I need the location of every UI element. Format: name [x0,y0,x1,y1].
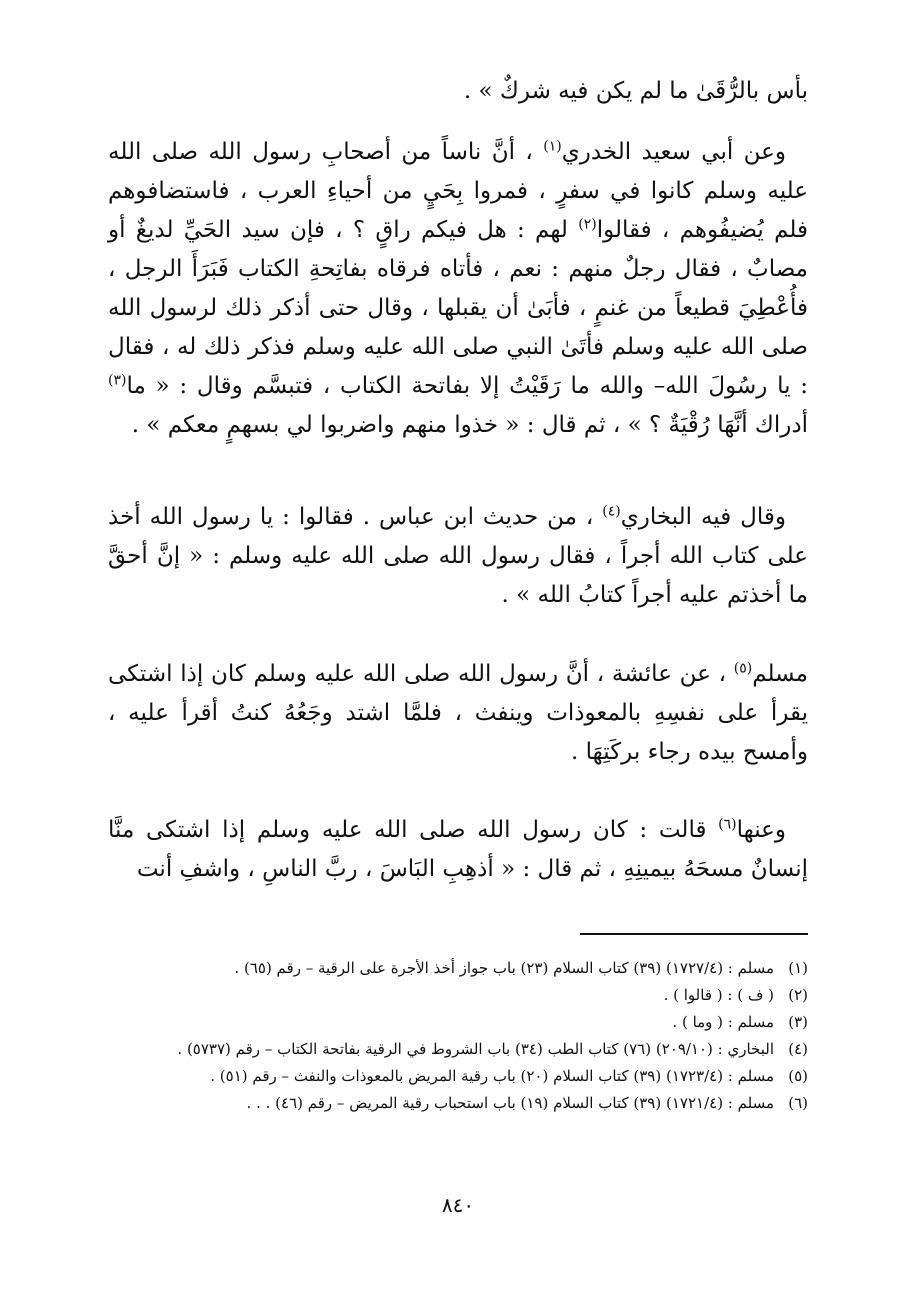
footnote-text: مسلم : (١٧٢١/٤) (٣٩) كتاب السلام (١٩) باب استحباب رقية المريض – رقم (٤٦) . . . [246,1094,774,1112]
footnote-item [108,955,808,982]
paragraph-text: ، أنَّ ناساً من أصحابِ رسول الله صلى الله عليه وسلم كانوا في سفرٍ ، فمروا بِحَيٍ من أحياءِ العرب ، فاستضافوهم فلم يُضيفُوهم ، فقالوا [108,139,808,243]
paragraph-intro: وقال فيه البخاري [620,504,787,530]
footnote-text: مسلم : (١٧٢٧/٤) (٣٩) كتاب السلام (٢٣) باب جواز أخذ الأجرة على الرقية – رقم (٦٥) . [234,959,774,977]
footnote-ref-2[interactable]: (٢) [578,216,597,233]
paragraph-text: أدراك أنَّهَا رُقْيَةٌ ؟ » ، ثم قال : « خذوا منهم واضربوا لي بسهمٍ معكم » . [131,412,808,438]
paragraph-intro: مسلم [752,661,808,687]
footnote-number: (٥) [788,1067,808,1085]
paragraph-text: ، عن عائشة ، أنَّ رسول الله صلى الله عليه وسلم كان إذا اشتكى يقرأ على نفسِهِ بالمعوذات وينفث ، فلمَّا اشتد وجَعُهُ كنتُ أقرأ عليه ، وأمسح بيده رجاء بركَتِهَا . [108,661,808,765]
footnote-number: (٦) [788,1094,808,1112]
paragraph-abu-said [108,133,808,445]
footnotes-section [108,955,808,1117]
footnote-ref-6[interactable]: (٦) [718,816,737,833]
footnote-text: مسلم : (١٧٢٣/٤) (٣٩) كتاب السلام (٢٠) باب رقية المريض بالمعوذات والنفث – رقم (٥١) . [210,1067,774,1085]
paragraph-intro: وعنها [736,817,787,843]
paragraph-aisha-said [108,811,808,889]
paragraph-bukhari [108,498,808,615]
footnote-item [108,982,808,1009]
footnote-ref-5[interactable]: (٥) [733,660,753,677]
paragraph-intro: وعن أبي سعيد الخدري [561,139,787,165]
continued-text-line: بأس بالرُّقَىٰ ما لم يكن فيه شركٌ » . [463,78,808,104]
paragraph-muslim-aisha [108,655,808,772]
footnote-item [108,1063,808,1090]
footnote-ref-1[interactable]: (١) [543,138,562,155]
paragraph-text: لهم : هل فيكم راقٍ ؟ ، فإن سيد الحَيِّ لديغٌ أو مصابٌ ، فقال رجلٌ منهم : نعم ، فأتاه فرقاه بفاتِحةِ الكتاب فَبَرَأَ الرجل ، فأُعْطِيَ قطيعاً من غنمٍ ، فأبَىٰ أن يقبلها ، وقال حتى أذكر ذلك لرسول الله صلى الله عليه وسلم فأتَىٰ النبي صلى الله عليه وسلم فذكر ذلك له ، فقال : يا رسُولَ الله– والله ما رَقَيْتُ إلا بفاتحة الكتاب ، فتبسَّم وقال : « ما [108,217,808,399]
footnote-ref-3[interactable]: (٣) [108,372,127,389]
footnote-item [108,1036,808,1063]
footnote-ref-4[interactable]: (٤) [602,503,621,520]
footnote-text: مسلم : ( وما ) . [672,1013,774,1031]
footnote-item [108,1090,808,1117]
paragraph-text: قالت : كان رسول الله صلى الله عليه وسلم إذا اشتكى منَّا إنسانٌ مسحَهُ بيمينِهِ ، ثم قال : « أذهِبِ البَاسَ ، ربَّ الناسِ ، واشفِ أنت [108,817,808,882]
page-number: ٨٤٠ [441,1193,475,1217]
footnote-text: ( ف ) : ( قالوا ) . [663,986,774,1004]
footnote-number: (٣) [788,1013,808,1031]
footnote-item [108,1009,808,1036]
footnote-number: (٢) [788,986,808,1004]
footnote-divider [580,933,808,935]
paragraph-text: ، من حديث ابن عباس . فقالوا : يا رسول الله أخذ على كتاب الله أجراً ، فقال رسول الله صلى الله عليه وسلم : « إنَّ أحقَّ ما أخذتم عليه أجراً كتابُ الله » . [108,504,808,608]
footnote-number: (١) [788,959,808,977]
footnote-number: (٤) [788,1040,808,1058]
footnote-text: البخاري : (٢٠٩/١٠) (٧٦) كتاب الطب (٣٤) باب الشروط في الرقية بفاتحة الكتاب – رقم (٥٧٣٧) . [177,1040,774,1058]
